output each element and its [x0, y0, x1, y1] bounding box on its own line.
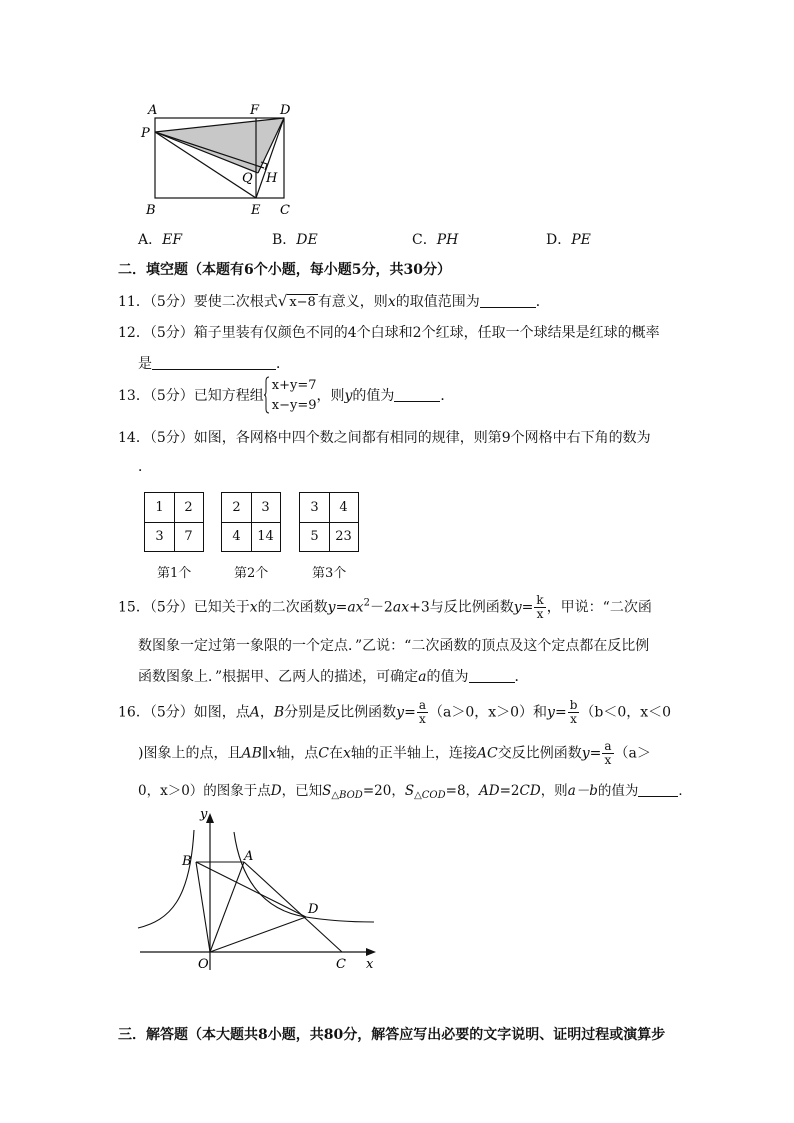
section-2-heading: 二．填空题（本题有6个小题，每小题5分，共30分） — [118, 262, 451, 278]
fraction-k-over-x: $\frac{k}{x}$ — [536, 593, 544, 621]
option-c[interactable]: C．PH — [412, 232, 459, 248]
question-13: 13．（5分）已知方程组 x+y=7 x−y=9 ，则y的值为 ． — [118, 376, 454, 416]
segment-ac — [244, 862, 342, 952]
question-14: 14．（5分）如图，各网格中四个数之间都有相同的规律，则第9个网格中右下角的数为 — [118, 430, 651, 446]
figure-q16 — [130, 800, 390, 980]
grid-2-caption: 第2个 — [234, 566, 269, 581]
fraction-b-over-x: $\frac{b}{x}$ — [569, 698, 578, 726]
label-d: D — [308, 902, 319, 917]
label-d: D — [280, 103, 291, 118]
grid-3 — [299, 492, 359, 552]
label-c: C — [336, 957, 346, 972]
fraction-a-over-x: $\frac{a}{x}$ — [418, 698, 426, 726]
grid-cell: 3 — [261, 500, 270, 515]
section-3-heading: 三．解答题（本大题共8小题，共80分，解答应写出必要的文字说明、证明过程或演算步 — [118, 1027, 666, 1043]
label-q: Q — [242, 171, 253, 186]
question-16: 16．（5分）如图，点A，B分别是反比例函数y= $\frac{a}{x}$ （a＞0，x＞0）和y= $\frac{b}{x}$ （b＜0，x＜0 — [118, 698, 672, 726]
grid-cell: 4 — [339, 500, 348, 515]
question-15: 15．（5分）已知关于x的二次函数$y=ax^2-2ax+3$与反比例函数y= $\frac{k}{x}$ ，甲说：“二次函 — [118, 593, 652, 621]
fraction-a-over-x-2: $\frac{a}{x}$ — [604, 739, 612, 767]
label-x: x — [366, 957, 374, 972]
segment-bd — [196, 862, 306, 917]
grid-cell: 4 — [232, 529, 241, 544]
question-12: 12．（5分）箱子里装有仅颜色不同的4个白球和2个红球，任取一个球结果是红球的概率 — [118, 325, 660, 341]
question-15-line2: 数图象一定过第一象限的一个定点．”乙说：“二次函数的顶点及这个定点都在反比例 — [138, 638, 650, 654]
question-11: 11．（5分）要使二次根式√ x−8 有意义，则x的取值范围为 ． — [118, 292, 550, 310]
option-a[interactable]: A．EF — [138, 232, 183, 248]
answer-blank-16[interactable] — [638, 782, 678, 797]
grid-cell: 7 — [184, 529, 193, 544]
question-14-end: ． — [138, 459, 152, 475]
grid-1-caption: 第1个 — [157, 566, 192, 581]
label-b: B — [182, 854, 192, 869]
shaded-triangle — [155, 118, 284, 173]
grid-cell: 2 — [232, 500, 241, 515]
grid-cell: 3 — [155, 529, 164, 544]
answer-blank-11[interactable] — [480, 293, 536, 308]
curve-b-over-x — [138, 830, 194, 928]
grid-cell: 23 — [335, 529, 352, 544]
question-16-line2: )图象上的点，且AB∥x轴，点C在x轴的正半轴上，连接AC交反比例函数y= $\frac{a}{x}$ （a＞ — [138, 739, 651, 767]
grid-1 — [144, 492, 204, 552]
label-a: A — [244, 849, 254, 864]
label-b: B — [146, 203, 156, 218]
question-16-line3: 0，x＞0）的图象于点D，已知$S_{\triangle BOD}=20$，$S_{\triangle COD}=8$，AD=2CD，则a－b的值为 ． — [138, 783, 692, 801]
label-h: H — [266, 171, 278, 186]
segment-oa — [210, 862, 244, 952]
answer-blank-15[interactable] — [469, 668, 515, 683]
answer-blank-12[interactable] — [152, 355, 276, 370]
grid-cell: 3 — [310, 500, 319, 515]
label-a: A — [148, 103, 158, 118]
label-f: F — [250, 103, 260, 118]
grid-3-caption: 第3个 — [312, 566, 347, 581]
equation-system: x+y=7 x−y=9 — [264, 376, 317, 416]
grid-2 — [221, 492, 281, 552]
question-15-line3: 函数图象上．”根据甲、乙两人的描述，可确定a的值为 ． — [138, 669, 529, 685]
option-b[interactable]: B．DE — [272, 232, 318, 248]
grid-cell: 2 — [184, 500, 193, 515]
label-o: O — [198, 957, 209, 972]
question-12-cont: 是 ． — [138, 356, 290, 372]
curve-a-over-x — [234, 832, 374, 922]
grid-cell: 14 — [257, 529, 274, 544]
sqrt-expression: √ x−8 — [277, 292, 316, 310]
option-d[interactable]: D．PE — [546, 232, 591, 248]
label-y: y — [200, 807, 208, 822]
grid-cell: 1 — [155, 500, 164, 515]
segment-bo — [196, 862, 210, 952]
label-c: C — [280, 203, 290, 218]
grid-cell: 5 — [310, 529, 319, 544]
label-p: P — [141, 126, 150, 141]
label-e: E — [251, 203, 261, 218]
answer-blank-13[interactable] — [394, 387, 440, 402]
figure-q10 — [130, 95, 330, 220]
segment-od — [210, 917, 306, 952]
x-axis-arrow — [366, 948, 376, 956]
